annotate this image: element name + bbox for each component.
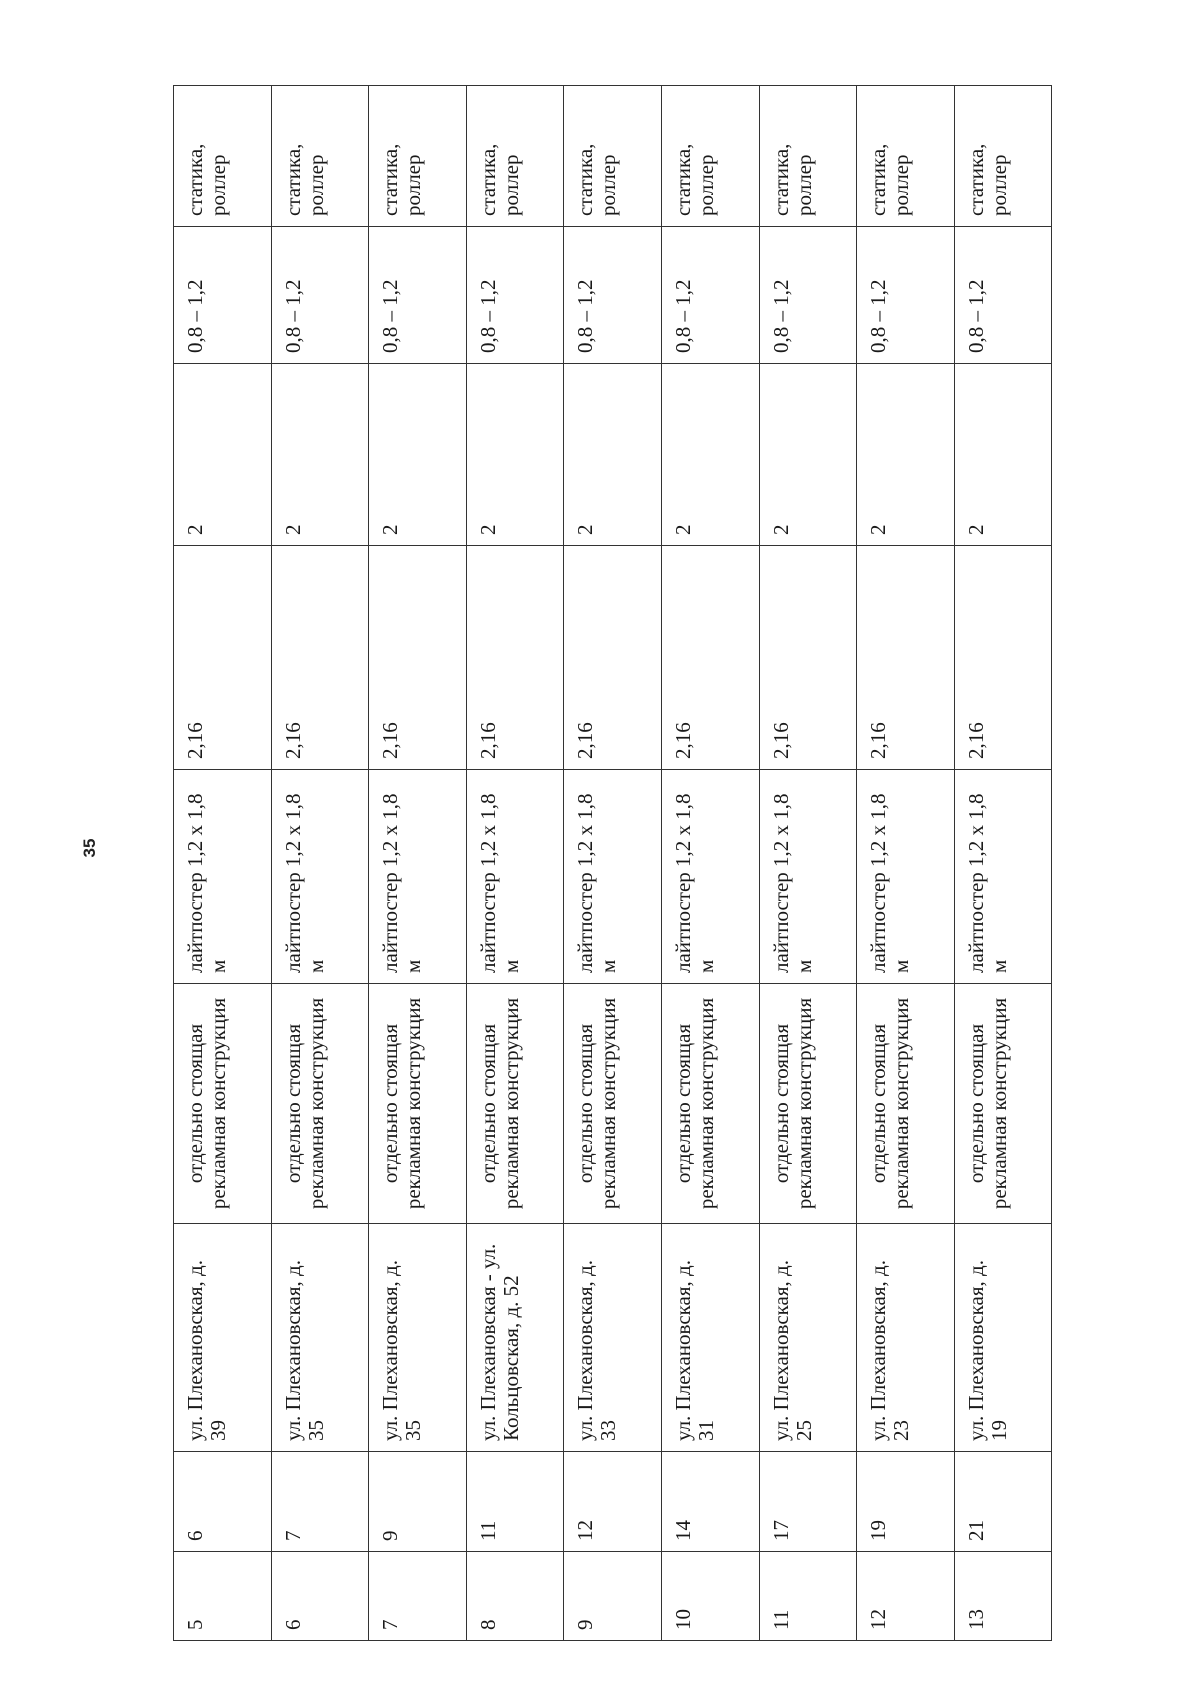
address-cell: ул. Плехановская, д. 33 xyxy=(564,1224,662,1452)
area-cell: 2,16 xyxy=(174,546,272,770)
table-rotated-wrapper xyxy=(173,86,1052,1641)
format-cell: лайтпостер 1,2 х 1,8 м xyxy=(954,770,1052,984)
table-row xyxy=(369,86,467,1641)
table-row xyxy=(174,86,272,1641)
structure-type-cell: отдельно стоящая рекламная конструкция xyxy=(466,984,564,1224)
structure-type-cell: отдельно стоящая рекламная конструкция xyxy=(271,984,369,1224)
format-cell: лайтпостер 1,2 х 1,8 м xyxy=(857,770,955,984)
structure-type-cell: отдельно стоящая рекламная конструкция xyxy=(759,984,857,1224)
format-cell: лайтпостер 1,2 х 1,8 м xyxy=(564,770,662,984)
technology-cell: статика, роллер xyxy=(466,86,564,227)
rate-cell: 0,8 – 1,2 xyxy=(466,227,564,364)
place-code-cell: 7 xyxy=(271,1452,369,1552)
table-row xyxy=(857,86,955,1641)
address-cell: ул. Плехановская - ул. Кольцовская, д. 52 xyxy=(466,1224,564,1452)
format-cell: лайтпостер 1,2 х 1,8 м xyxy=(174,770,272,984)
sides-cell: 2 xyxy=(661,364,759,546)
area-cell: 2,16 xyxy=(759,546,857,770)
format-cell: лайтпостер 1,2 х 1,8 м xyxy=(466,770,564,984)
address-cell: ул. Плехановская, д. 35 xyxy=(271,1224,369,1452)
table-body xyxy=(174,86,1052,1641)
area-cell: 2,16 xyxy=(369,546,467,770)
sides-cell: 2 xyxy=(466,364,564,546)
technology-cell: статика, роллер xyxy=(174,86,272,227)
address-cell: ул. Плехановская, д. 35 xyxy=(369,1224,467,1452)
place-code-cell: 19 xyxy=(857,1452,955,1552)
row-number-cell: 10 xyxy=(661,1552,759,1641)
technology-cell: статика, роллер xyxy=(369,86,467,227)
rate-cell: 0,8 – 1,2 xyxy=(174,227,272,364)
area-cell: 2,16 xyxy=(954,546,1052,770)
table-row xyxy=(759,86,857,1641)
technology-cell: статика, роллер xyxy=(954,86,1052,227)
sides-cell: 2 xyxy=(174,364,272,546)
table-row xyxy=(954,86,1052,1641)
structure-type-cell: отдельно стоящая рекламная конструкция xyxy=(857,984,955,1224)
rate-cell: 0,8 – 1,2 xyxy=(954,227,1052,364)
sides-cell: 2 xyxy=(759,364,857,546)
page-number: 35 xyxy=(80,838,99,858)
structure-type-cell: отдельно стоящая рекламная конструкция xyxy=(174,984,272,1224)
format-cell: лайтпостер 1,2 х 1,8 м xyxy=(759,770,857,984)
area-cell: 2,16 xyxy=(466,546,564,770)
structure-type-cell: отдельно стоящая рекламная конструкция xyxy=(661,984,759,1224)
row-number-cell: 11 xyxy=(759,1552,857,1641)
ad-structures-table xyxy=(173,85,1052,1641)
address-cell: ул. Плехановская, д. 39 xyxy=(174,1224,272,1452)
rate-cell: 0,8 – 1,2 xyxy=(759,227,857,364)
structure-type-cell: отдельно стоящая рекламная конструкция xyxy=(564,984,662,1224)
table-row xyxy=(271,86,369,1641)
place-code-cell: 12 xyxy=(564,1452,662,1552)
technology-cell: статика, роллер xyxy=(759,86,857,227)
sides-cell: 2 xyxy=(564,364,662,546)
row-number-cell: 12 xyxy=(857,1552,955,1641)
rate-cell: 0,8 – 1,2 xyxy=(369,227,467,364)
sides-cell: 2 xyxy=(271,364,369,546)
row-number-cell: 7 xyxy=(369,1552,467,1641)
row-number-cell: 5 xyxy=(174,1552,272,1641)
rate-cell: 0,8 – 1,2 xyxy=(271,227,369,364)
area-cell: 2,16 xyxy=(661,546,759,770)
area-cell: 2,16 xyxy=(564,546,662,770)
address-cell: ул. Плехановская, д. 25 xyxy=(759,1224,857,1452)
row-number-cell: 13 xyxy=(954,1552,1052,1641)
place-code-cell: 21 xyxy=(954,1452,1052,1552)
format-cell: лайтпостер 1,2 х 1,8 м xyxy=(661,770,759,984)
place-code-cell: 14 xyxy=(661,1452,759,1552)
table-row xyxy=(466,86,564,1641)
rate-cell: 0,8 – 1,2 xyxy=(857,227,955,364)
structure-type-cell: отдельно стоящая рекламная конструкция xyxy=(954,984,1052,1224)
sides-cell: 2 xyxy=(369,364,467,546)
row-number-cell: 8 xyxy=(466,1552,564,1641)
row-number-cell: 6 xyxy=(271,1552,369,1641)
table-row xyxy=(661,86,759,1641)
place-code-cell: 9 xyxy=(369,1452,467,1552)
structure-type-cell: отдельно стоящая рекламная конструкция xyxy=(369,984,467,1224)
format-cell: лайтпостер 1,2 х 1,8 м xyxy=(369,770,467,984)
rate-cell: 0,8 – 1,2 xyxy=(661,227,759,364)
technology-cell: статика, роллер xyxy=(857,86,955,227)
area-cell: 2,16 xyxy=(271,546,369,770)
sides-cell: 2 xyxy=(954,364,1052,546)
place-code-cell: 6 xyxy=(174,1452,272,1552)
address-cell: ул. Плехановская, д. 23 xyxy=(857,1224,955,1452)
address-cell: ул. Плехановская, д. 31 xyxy=(661,1224,759,1452)
place-code-cell: 11 xyxy=(466,1452,564,1552)
technology-cell: статика, роллер xyxy=(564,86,662,227)
format-cell: лайтпостер 1,2 х 1,8 м xyxy=(271,770,369,984)
place-code-cell: 17 xyxy=(759,1452,857,1552)
row-number-cell: 9 xyxy=(564,1552,662,1641)
rate-cell: 0,8 – 1,2 xyxy=(564,227,662,364)
area-cell: 2,16 xyxy=(857,546,955,770)
technology-cell: статика, роллер xyxy=(271,86,369,227)
address-cell: ул. Плехановская, д. 19 xyxy=(954,1224,1052,1452)
sides-cell: 2 xyxy=(857,364,955,546)
table-row xyxy=(564,86,662,1641)
technology-cell: статика, роллер xyxy=(661,86,759,227)
